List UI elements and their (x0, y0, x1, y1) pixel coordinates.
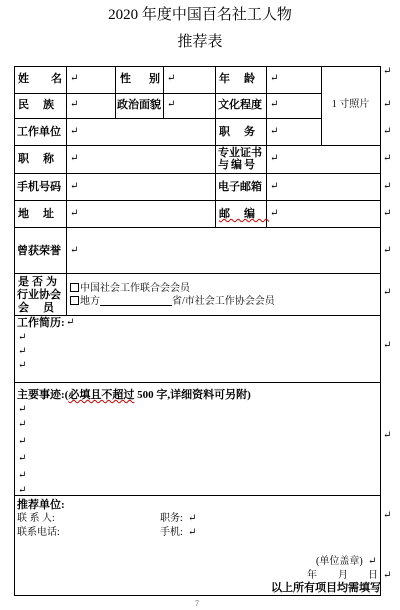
col-line (115, 66, 116, 118)
row-mark: ↵ (383, 510, 392, 521)
position-field[interactable]: ↵ (270, 126, 279, 137)
contact-phone-label: 联系电话: (17, 527, 60, 538)
resume-line: ↵ (18, 346, 27, 357)
resume-field[interactable]: ↵ (18, 332, 27, 343)
deeds-line: ↵ (18, 453, 27, 464)
postcode-field[interactable]: ↵ (270, 208, 279, 219)
row-mark: ↵ (383, 245, 392, 256)
member-label-line1: 是否为 (18, 276, 60, 288)
position-label: 职务 (219, 126, 269, 138)
row-line (14, 200, 381, 201)
col-line (215, 66, 216, 227)
row-mark: ↵ (383, 126, 392, 137)
row-line (14, 145, 381, 146)
deeds-line: ↵ (18, 470, 27, 481)
contact-position-field[interactable]: ↵ (188, 513, 197, 524)
checkbox-national[interactable] (70, 283, 79, 292)
age-field[interactable]: ↵ (270, 73, 279, 84)
ethnicity-field[interactable]: ↵ (70, 99, 79, 110)
phone-field[interactable]: ↵ (70, 181, 79, 192)
page-number: 7 (195, 599, 199, 608)
deeds-line: ↵ (18, 436, 27, 447)
row-mark: ↵ (383, 340, 392, 351)
name-field[interactable]: ↵ (70, 73, 79, 84)
photo-mark: ↵ (383, 66, 392, 77)
cert-label-line2: 与编号 (218, 159, 257, 171)
deeds-line: ↵ (18, 419, 27, 430)
seal-mark: ↵ (368, 556, 377, 567)
form-subtitle: 推荐表 (177, 34, 223, 50)
phone-label: 手机号码 (17, 181, 61, 193)
postcode-label: 邮编 (219, 208, 269, 220)
row-line (14, 273, 381, 274)
employer-label: 工作单位 (17, 126, 61, 138)
member-option-local-suffix: 省/市社会工作协会会员 (172, 296, 275, 307)
name-label: 姓 名 (18, 73, 62, 85)
member-label-line3: 会员 (18, 302, 68, 314)
row-line (14, 495, 381, 496)
row-line (14, 173, 381, 174)
date-year: 年 (307, 570, 317, 581)
address-label: 地址 (18, 208, 68, 220)
gender-field[interactable]: ↵ (167, 73, 176, 84)
honors-label: 曾获荣誉 (17, 245, 61, 257)
table-border-top (14, 66, 381, 67)
gender-label: 性 别 (120, 73, 160, 85)
member-option-national[interactable] (70, 283, 190, 295)
member-option-local-prefix: 地方 (80, 296, 100, 307)
political-label: 政治面貌 (117, 99, 161, 111)
employer-field[interactable]: ↵ (70, 126, 79, 137)
member-option-local[interactable] (70, 296, 275, 308)
table-border-right (380, 66, 381, 595)
age-label: 年龄 (219, 73, 269, 85)
email-field[interactable]: ↵ (270, 181, 279, 192)
deeds-line: ↵ (18, 485, 27, 496)
contact-position-label: 职务: (160, 513, 183, 524)
resume-mark: ↵ (66, 317, 75, 328)
row-line (14, 227, 381, 228)
member-option-national-label: 中国社会工作联合会会员 (80, 283, 190, 294)
footnote: 以上所有项目均需填写 (271, 582, 381, 594)
cert-field[interactable]: ↵ (270, 153, 279, 164)
row-mark: ↵ (383, 430, 392, 441)
row-mark: ↵ (383, 208, 392, 219)
table-border-bottom (14, 595, 381, 596)
row-line (14, 93, 321, 94)
seal-label: (单位盖章) (316, 556, 363, 567)
date-day: 日 (368, 570, 378, 581)
deeds-label (17, 389, 251, 401)
checkbox-local[interactable] (70, 296, 79, 305)
deeds-field[interactable]: ↵ (18, 404, 27, 415)
education-field[interactable]: ↵ (270, 99, 279, 110)
contact-mobile-label: 手机: (160, 527, 183, 538)
row-mark: ↵ (383, 99, 392, 110)
member-label-line2: 行业协会 (17, 289, 61, 301)
title-label: 职称 (18, 153, 68, 165)
form-title: 2020 年度中国百名社工人物 (108, 7, 292, 23)
deeds-prefix: 主要事迹:( (17, 389, 69, 401)
resume-label: 工作简历: (17, 317, 65, 329)
political-field[interactable]: ↵ (167, 99, 176, 110)
row-mark: ↵ (383, 153, 392, 164)
row-line (14, 315, 381, 316)
address-field[interactable]: ↵ (70, 208, 79, 219)
photo-placeholder[interactable]: 1 寸照片 (331, 99, 370, 110)
province-blank[interactable] (100, 296, 172, 306)
table-border-left (14, 66, 15, 595)
date-month: 月 (338, 570, 348, 581)
email-label: 电子邮箱 (218, 181, 262, 193)
col-line (163, 66, 164, 118)
cert-label-line1: 专业证书 (218, 147, 262, 159)
recommender-label: 推荐单位: (17, 499, 65, 511)
contact-label: 联 系 人: (17, 513, 55, 524)
resume-line: ↵ (18, 360, 27, 371)
ethnicity-label: 民族 (18, 99, 68, 111)
row-mark: ↵ (383, 181, 392, 192)
row-mark: ↵ (383, 570, 392, 581)
education-label: 文化程度 (218, 99, 262, 111)
deeds-suffix: 500 字,详细资料可另附) (134, 389, 251, 401)
title-field[interactable]: ↵ (70, 153, 79, 164)
row-line (14, 118, 321, 119)
row-mark: ↵ (383, 287, 392, 298)
row-line (14, 382, 381, 383)
deeds-required: 必填且不超过 (68, 389, 135, 401)
contact-mobile-field[interactable]: ↵ (188, 527, 197, 538)
honors-field[interactable]: ↵ (70, 245, 79, 256)
col-line (266, 66, 267, 227)
